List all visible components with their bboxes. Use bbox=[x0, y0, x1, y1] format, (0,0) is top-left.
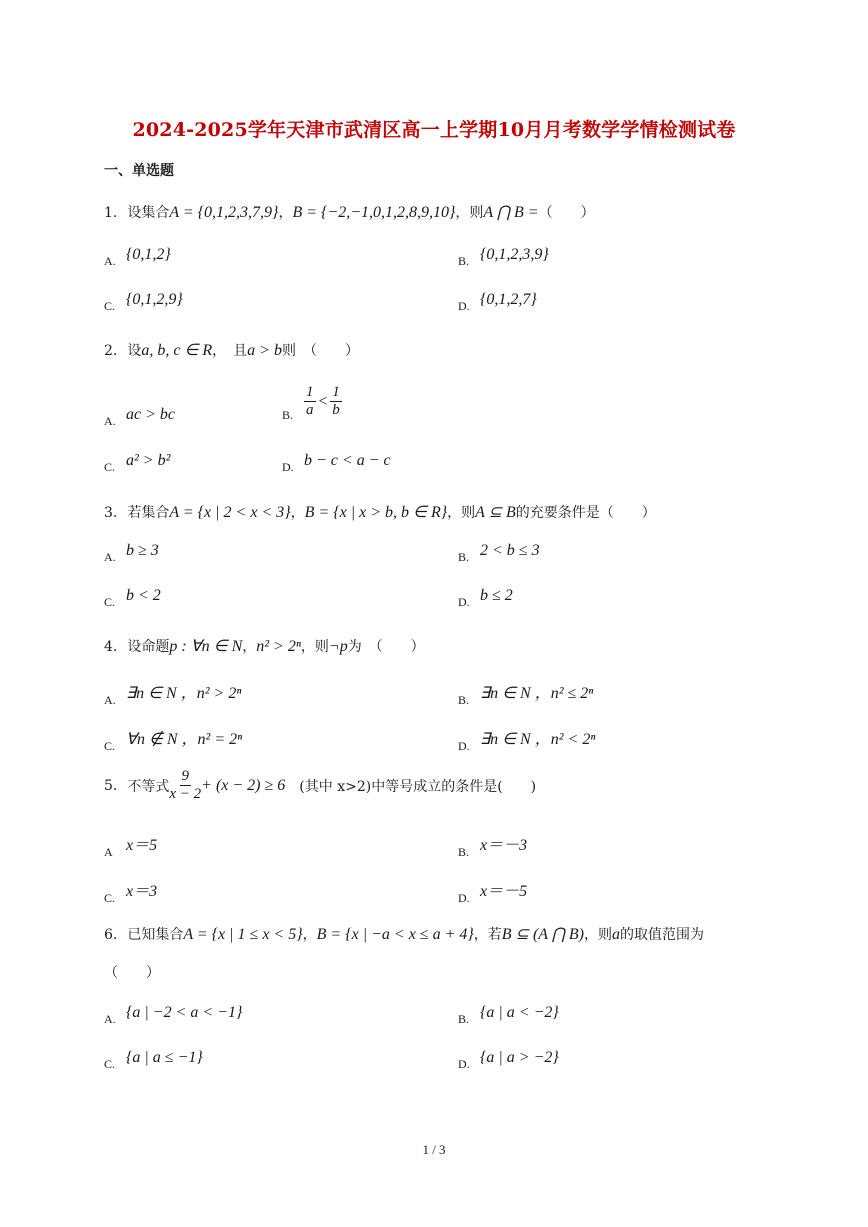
option-b bbox=[282, 384, 342, 422]
option-value: {0,1,2} bbox=[126, 246, 171, 263]
option-label: B. bbox=[458, 550, 470, 564]
page-title: 2024-2025学年天津市武清区高一上学期10月月考数学学情检测试卷 bbox=[132, 119, 736, 141]
question-text: 的取值范围为 bbox=[619, 927, 704, 943]
option-value: ∃n ∈ N ，n² ≤ 2ⁿ bbox=[480, 685, 594, 702]
question-text: 设命题 bbox=[127, 639, 170, 655]
question-number: 4. bbox=[104, 639, 118, 655]
option-label: B. bbox=[458, 254, 470, 268]
option-value: x＝5 bbox=[126, 837, 158, 854]
option-value: {a | a ≤ −1} bbox=[126, 1049, 203, 1066]
math-expression: a bbox=[611, 926, 620, 943]
option-b bbox=[458, 1004, 559, 1026]
question-6-answer-bracket: （ ） bbox=[104, 965, 160, 981]
option-value: x＝－5 bbox=[480, 883, 528, 900]
option-label: A. bbox=[104, 550, 116, 564]
option-label: D. bbox=[458, 595, 470, 609]
math-expression: A ⋂ B = bbox=[483, 204, 539, 221]
question-text: ，则 bbox=[455, 205, 484, 221]
fraction bbox=[169, 768, 201, 803]
question-text: ， bbox=[278, 205, 293, 221]
math-expression: A = {x | 2 < x < 3} bbox=[169, 504, 291, 521]
option-label: D. bbox=[458, 739, 470, 753]
option-label: C. bbox=[104, 1057, 116, 1071]
option-value: {0,1,2,9} bbox=[126, 291, 183, 308]
question-2 bbox=[104, 340, 359, 360]
option-label: B. bbox=[458, 693, 470, 707]
option-value: {a | −2 < a < −1} bbox=[126, 1004, 243, 1021]
question-5 bbox=[104, 768, 536, 803]
question-text: 的充要条件是（ ） bbox=[515, 505, 656, 521]
option-label: A. bbox=[104, 254, 116, 268]
question-text: ， bbox=[290, 505, 305, 521]
option-c bbox=[104, 878, 158, 905]
operator: < bbox=[317, 392, 329, 410]
fraction bbox=[330, 384, 342, 419]
option-c bbox=[104, 726, 243, 753]
math-expression: ¬p bbox=[328, 638, 348, 655]
question-text: ， bbox=[302, 927, 317, 943]
option-label: A bbox=[104, 845, 113, 859]
option-d bbox=[458, 1049, 559, 1071]
option-label: D. bbox=[458, 891, 470, 905]
math-expression: a, b, c ∈ R bbox=[141, 342, 213, 359]
question-number: 2. bbox=[104, 343, 118, 359]
page-number: 1 / 3 bbox=[422, 1142, 446, 1157]
option-c bbox=[104, 1049, 203, 1071]
option-value: {a | a > −2} bbox=[480, 1049, 559, 1066]
math-expression: B = {−2,−1,0,1,2,8,9,10} bbox=[292, 204, 456, 221]
option-c bbox=[104, 291, 183, 313]
option-label: D. bbox=[282, 460, 294, 474]
question-text: ，则 bbox=[300, 639, 329, 655]
question-text: ，若 bbox=[473, 927, 502, 943]
option-value: ac > bc bbox=[126, 406, 175, 423]
question-6 bbox=[104, 924, 704, 944]
option-a bbox=[104, 680, 242, 707]
math-expression: B ⊆ (A ⋂ B) bbox=[501, 926, 584, 943]
question-number: 5. bbox=[104, 777, 118, 794]
math-expression: p : ∀n ∈ N bbox=[169, 638, 243, 655]
option-value: {0,1,2,7} bbox=[480, 291, 537, 308]
option-value: ∀n ∉ N ，n² = 2ⁿ bbox=[126, 731, 243, 748]
option-label: C. bbox=[104, 460, 116, 474]
math-expression: a > b bbox=[247, 342, 282, 359]
option-label: D. bbox=[458, 299, 470, 313]
numerator: 9 bbox=[181, 768, 189, 784]
option-d bbox=[282, 452, 391, 474]
question-text: 不等式 bbox=[127, 778, 170, 795]
option-label: A. bbox=[104, 693, 116, 707]
math-expression: n² > 2ⁿ bbox=[256, 638, 301, 655]
denominator: b bbox=[332, 402, 340, 418]
option-d bbox=[458, 726, 596, 753]
question-text: ， bbox=[242, 639, 257, 655]
option-b bbox=[458, 680, 594, 707]
option-value: 2 < b ≤ 3 bbox=[480, 542, 540, 559]
option-a bbox=[104, 1004, 243, 1026]
question-text: 已知集合 bbox=[127, 927, 184, 943]
option-label: C. bbox=[104, 595, 116, 609]
option-label: A. bbox=[104, 1012, 116, 1026]
question-number: 1. bbox=[104, 205, 118, 221]
question-text: 则 （ ） bbox=[281, 343, 359, 359]
option-value: b − c < a − c bbox=[304, 452, 391, 469]
option-a bbox=[104, 406, 175, 428]
question-text: ，则 bbox=[583, 927, 612, 943]
denominator: a bbox=[306, 402, 314, 418]
option-b bbox=[458, 832, 528, 859]
section-heading: 一、单选题 bbox=[104, 163, 174, 179]
option-a bbox=[104, 542, 159, 564]
option-value: b ≤ 2 bbox=[480, 587, 513, 604]
option-value: ∃n ∈ N ，n² > 2ⁿ bbox=[126, 685, 242, 702]
question-text: ，则 bbox=[447, 505, 476, 521]
fraction bbox=[304, 384, 316, 419]
question-text: 设集合 bbox=[127, 205, 170, 221]
option-a bbox=[104, 246, 171, 268]
option-label: A. bbox=[104, 414, 116, 428]
option-b bbox=[458, 246, 549, 268]
question-text: (其中 x>2)中等号成立的条件是( ) bbox=[299, 778, 537, 795]
option-value: b ≥ 3 bbox=[126, 542, 159, 559]
option-b bbox=[458, 542, 540, 564]
math-expression: B = {x | −a < x ≤ a + 4} bbox=[316, 926, 474, 943]
option-label: D. bbox=[458, 1057, 470, 1071]
option-value: a² > b² bbox=[126, 452, 171, 469]
question-text: 为 （ ） bbox=[347, 639, 425, 655]
option-a bbox=[104, 832, 158, 859]
option-value: x＝－3 bbox=[480, 837, 528, 854]
math-expression: A = {0,1,2,3,7,9} bbox=[169, 204, 279, 221]
option-label: C. bbox=[104, 299, 116, 313]
math-expression: B = {x | x > b, b ∈ R} bbox=[304, 504, 448, 521]
option-c bbox=[104, 587, 161, 609]
option-value: b < 2 bbox=[126, 587, 161, 604]
option-label: C. bbox=[104, 739, 116, 753]
option-label: B. bbox=[458, 845, 470, 859]
question-1 bbox=[104, 202, 595, 222]
numerator: 1 bbox=[332, 384, 340, 400]
option-d bbox=[458, 291, 537, 313]
option-label: B. bbox=[458, 1012, 470, 1026]
question-text: 若集合 bbox=[127, 505, 170, 521]
question-number: 3. bbox=[104, 505, 118, 521]
math-expression: A = {x | 1 ≤ x < 5} bbox=[183, 926, 303, 943]
option-value: ∃n ∈ N ，n² < 2ⁿ bbox=[480, 731, 596, 748]
denominator: x − 2 bbox=[169, 786, 202, 802]
option-value: {0,1,2,3,9} bbox=[480, 246, 549, 263]
option-label: C. bbox=[104, 891, 116, 905]
option-d bbox=[458, 587, 513, 609]
math-expression: + (x − 2) ≥ 6 bbox=[201, 776, 286, 794]
question-4 bbox=[104, 636, 425, 656]
question-text: （ ） bbox=[538, 205, 595, 221]
question-number: 6. bbox=[104, 927, 118, 943]
option-c bbox=[104, 452, 171, 474]
numerator: 1 bbox=[306, 384, 314, 400]
math-expression: A ⊆ B bbox=[475, 504, 516, 521]
question-text: 设 bbox=[127, 343, 142, 359]
question-3 bbox=[104, 502, 656, 522]
option-value: x＝3 bbox=[126, 883, 158, 900]
option-label: B. bbox=[282, 408, 294, 422]
option-value: {a | a < −2} bbox=[480, 1004, 559, 1021]
question-text: ， 且 bbox=[212, 343, 248, 359]
option-d bbox=[458, 878, 528, 905]
